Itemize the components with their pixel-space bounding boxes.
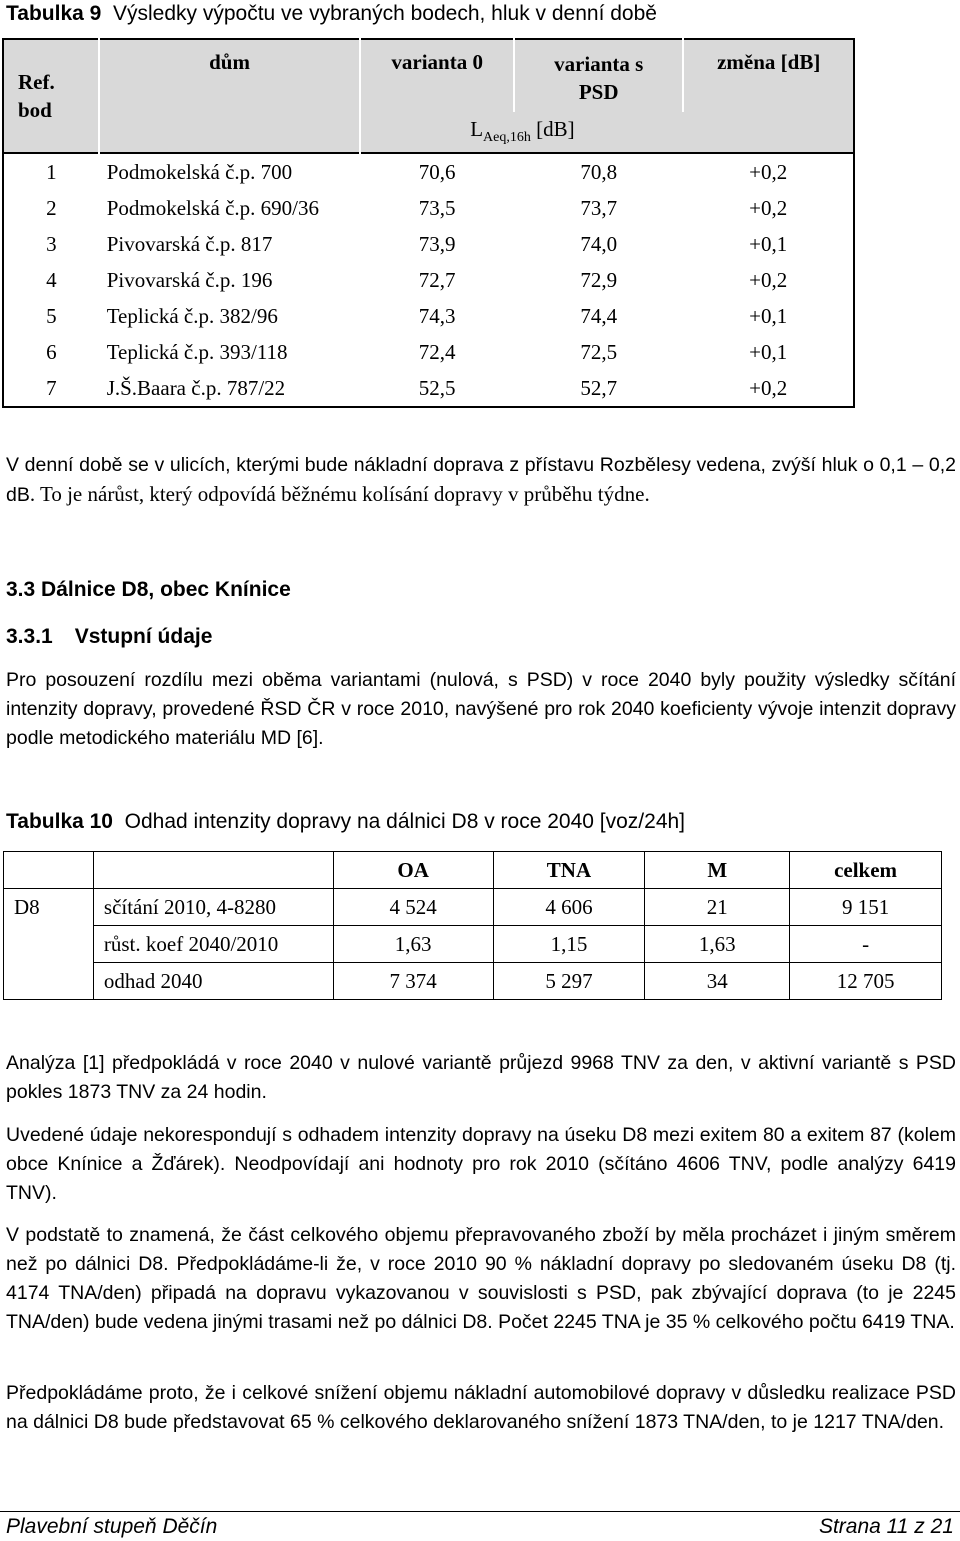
cell-vs: 72,9 bbox=[580, 267, 618, 292]
table10-header-empty2 bbox=[93, 852, 333, 889]
cell-dum: Podmokelská č.p. 690/36 bbox=[106, 195, 320, 220]
cell-celkem: 9 151 bbox=[790, 889, 942, 926]
table9-caption-text: Výsledky výpočtu ve vybraných bodech, hluk v denní době bbox=[112, 2, 657, 25]
table9-header-dum bbox=[99, 39, 361, 153]
paragraph-conclusion: Předpokládáme proto, že i celkové snížení objemu nákladní automobilové dopravy v důsledku realizace PSD na dálnici D8 bude představovat 65 % celkového deklarovaného snížení 1873 TNA/den, to je 1217 TNA/den. bbox=[6, 1382, 956, 1433]
table10-header-empty1 bbox=[4, 852, 94, 889]
table10-caption-text: Odhad intenzity dopravy na dálnici D8 v roce 2040 [voz/24h] bbox=[124, 810, 686, 833]
table9-header-ref bbox=[3, 39, 99, 153]
table10-road: D8 bbox=[4, 889, 94, 926]
table9-caption-label: Tabulka 9 bbox=[6, 2, 102, 25]
table9-header-laeq bbox=[360, 112, 683, 153]
table10 bbox=[3, 851, 942, 1000]
cell-vs: 72,5 bbox=[580, 339, 618, 364]
cell-road-empty bbox=[4, 963, 94, 1000]
table10-header-celkem: celkem bbox=[790, 852, 942, 889]
cell-ref: 6 bbox=[3, 334, 99, 370]
cell-label: růst. koef 2040/2010 bbox=[93, 926, 333, 963]
section-heading: 3.3 Dálnice D8, obec Knínice bbox=[6, 578, 291, 601]
cell-dum: Pivovarská č.p. 196 bbox=[106, 267, 273, 292]
cell-vs: 74,0 bbox=[580, 231, 618, 256]
table9-header-v0 bbox=[360, 39, 514, 112]
cell-road-empty bbox=[4, 926, 94, 963]
cell-dum: Pivovarská č.p. 817 bbox=[106, 231, 273, 256]
header-zmena-text: změna [dB] bbox=[717, 50, 821, 74]
cell-v0: 74,3 bbox=[418, 303, 456, 328]
cell-oa: 7 374 bbox=[333, 963, 493, 1000]
header-ref-line1: Ref. bbox=[18, 70, 55, 94]
cell-v0: 73,9 bbox=[418, 231, 456, 256]
laeq-unit: [dB] bbox=[530, 117, 575, 142]
cell-m: 34 bbox=[645, 963, 790, 1000]
table10-header-row bbox=[4, 852, 942, 889]
cell-zmena: +0,2 bbox=[683, 262, 854, 298]
table-row bbox=[3, 334, 854, 370]
cell-ref: 2 bbox=[3, 190, 99, 226]
laeq-sub: Aeq,16h bbox=[483, 130, 531, 146]
table-row bbox=[3, 190, 854, 226]
cell-v0: 73,5 bbox=[418, 195, 456, 220]
header-v0-text: varianta 0 bbox=[391, 50, 483, 74]
header-dum-text: dům bbox=[209, 50, 250, 74]
cell-vs: 73,7 bbox=[580, 195, 618, 220]
paragraph-noise-part2: . To je nárůst, který odpovídá běžnému kolísání dopravy v průběhu týdne. bbox=[29, 482, 650, 506]
footer-page-number: Strana 11 z 21 bbox=[818, 1515, 954, 1538]
header-ref-line2: bod bbox=[18, 98, 52, 122]
header-vs-line2: PSD bbox=[578, 80, 619, 104]
cell-tna: 5 297 bbox=[493, 963, 645, 1000]
cell-v0: 72,4 bbox=[418, 339, 456, 364]
table-row bbox=[3, 370, 854, 407]
cell-dum: J.Š.Baara č.p. 787/22 bbox=[99, 370, 361, 407]
subsection-title: Vstupní údaje bbox=[74, 625, 213, 648]
footer-document-title: Plavební stupeň Děčín bbox=[6, 1515, 218, 1538]
cell-v0: 52,5 bbox=[360, 370, 514, 407]
paragraph-noise-part1: V denní době se v ulicích, kterými bude nákladní doprava z přístavu Rozbělesy vedena, zvýší hluk o 0,1 – 0,2 dB bbox=[6, 454, 956, 506]
table-row bbox=[4, 889, 942, 926]
table9-header-zmena bbox=[683, 39, 854, 153]
cell-dum: Teplická č.p. 393/118 bbox=[106, 339, 288, 364]
laeq-main: L bbox=[470, 117, 484, 142]
table9 bbox=[2, 38, 855, 408]
cell-ref: 4 bbox=[3, 262, 99, 298]
cell-m: 1,63 bbox=[645, 926, 790, 963]
paragraph-noise-summary bbox=[6, 451, 956, 510]
cell-celkem: - bbox=[790, 926, 942, 963]
cell-zmena: +0,1 bbox=[683, 226, 854, 262]
table9-header-row bbox=[3, 39, 854, 112]
paragraph-other-routes: V podstatě to znamená, že část celkového objemu přepravovaného zboží by měla procházet i jiným směrem než po dálnici D8. Předpokládáme-li že, v roce 2010 90 % nákladní dopravy po sledovaném úseku D8 (tj. 4174 TNA/den) připadá na dopravu vykazovanou v souvislosti s PSD, pak zbývající doprava (to je 2245 TNA/den) bude vedena jinými trasami než po dálnici D8. Počet 2245 TNA je 35 % celkového počtu 6419 TNA. bbox=[6, 1224, 956, 1333]
subsection-number: 3.3.1 bbox=[6, 625, 53, 648]
paragraph-input-data: Pro posouzení rozdílu mezi oběma variantami (nulová, s PSD) v roce 2040 byly použity výsledky sčítání intenzity dopravy, provedené ŘSD ČR v roce 2010, navýšené pro rok 2040 koeficienty vývoje intenzit dopravy podle metodického materiálu MD [6]. bbox=[6, 669, 956, 749]
table10-caption bbox=[6, 810, 685, 834]
cell-ref: 7 bbox=[3, 370, 99, 407]
table-row bbox=[3, 262, 854, 298]
table-row bbox=[4, 963, 942, 1000]
table-row bbox=[4, 926, 942, 963]
cell-m: 21 bbox=[645, 889, 790, 926]
subsection-heading bbox=[6, 625, 212, 649]
cell-zmena: +0,1 bbox=[683, 298, 854, 334]
cell-vs: 52,7 bbox=[514, 370, 683, 407]
cell-zmena: +0,2 bbox=[683, 190, 854, 226]
cell-zmena: +0,2 bbox=[683, 153, 854, 190]
cell-v0: 72,7 bbox=[418, 267, 456, 292]
table9-caption bbox=[6, 2, 657, 26]
table-row bbox=[3, 298, 854, 334]
paragraph-data-mismatch: Uvedené údaje nekorespondují s odhadem intenzity dopravy na úseku D8 mezi exitem 80 a exitem 87 (kolem obce Knínice a Žďárek). Neodpovídají ani hodnoty pro rok 2010 (sčítáno 4606 TNV, podle analýzy 6419 TNV). bbox=[6, 1124, 956, 1204]
table10-caption-label: Tabulka 10 bbox=[6, 810, 113, 833]
cell-ref: 3 bbox=[3, 226, 99, 262]
cell-zmena: +0,2 bbox=[683, 370, 854, 407]
header-vs-line1: varianta s bbox=[554, 52, 644, 76]
cell-vs: 74,4 bbox=[580, 303, 618, 328]
cell-ref: 1 bbox=[3, 153, 99, 190]
cell-label: odhad 2040 bbox=[93, 963, 333, 1000]
table10-header-tna: TNA bbox=[493, 852, 645, 889]
cell-tna: 1,15 bbox=[493, 926, 645, 963]
cell-dum: Teplická č.p. 382/96 bbox=[106, 303, 278, 328]
cell-vs: 70,8 bbox=[514, 153, 683, 190]
cell-v0: 70,6 bbox=[360, 153, 514, 190]
paragraph-analysis: Analýza [1] předpokládá v roce 2040 v nulové variantě průjezd 9968 TNV za den, v aktivní variantě s PSD pokles 1873 TNV za 24 hodin. bbox=[6, 1052, 956, 1103]
cell-tna: 4 606 bbox=[493, 889, 645, 926]
table10-header-m: M bbox=[645, 852, 790, 889]
cell-ref: 5 bbox=[3, 298, 99, 334]
cell-label: sčítání 2010, 4-8280 bbox=[93, 889, 333, 926]
table9-header-vs bbox=[514, 39, 683, 112]
footer-divider bbox=[0, 1511, 960, 1512]
cell-celkem: 12 705 bbox=[790, 963, 942, 1000]
cell-oa: 1,63 bbox=[333, 926, 493, 963]
cell-dum: Podmokelská č.p. 700 bbox=[99, 153, 361, 190]
cell-zmena: +0,1 bbox=[683, 334, 854, 370]
cell-oa: 4 524 bbox=[333, 889, 493, 926]
table-row bbox=[3, 153, 854, 190]
table10-header-oa: OA bbox=[333, 852, 493, 889]
table-row bbox=[3, 226, 854, 262]
